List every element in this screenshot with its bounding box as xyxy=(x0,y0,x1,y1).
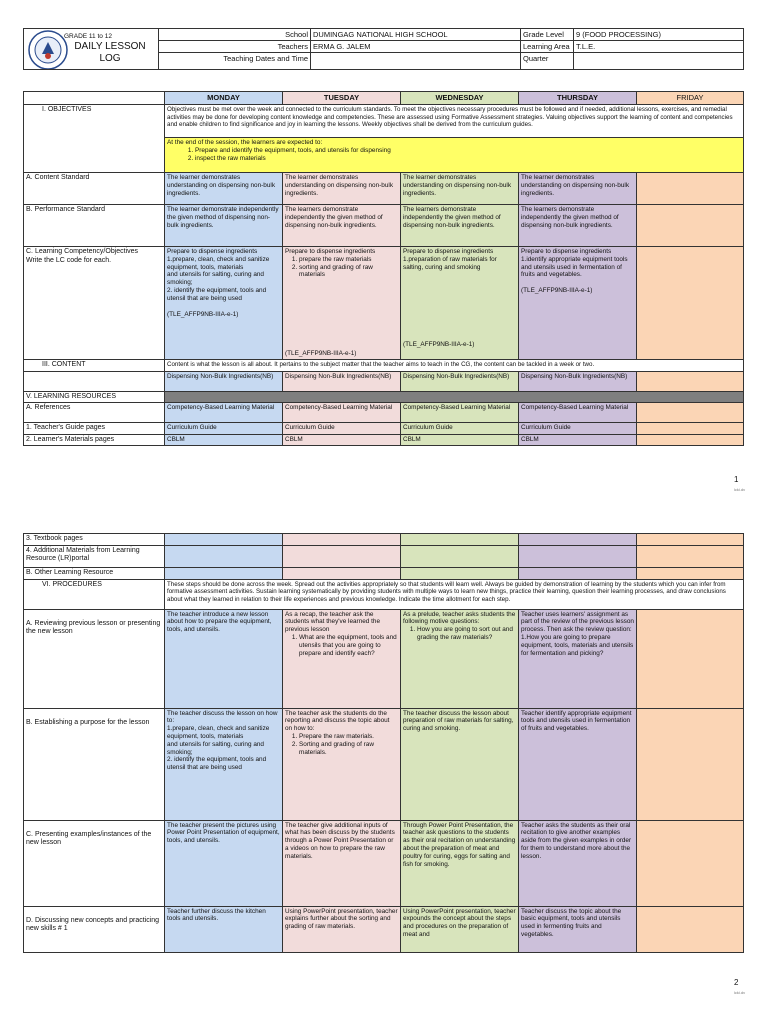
quarter-label: Quarter xyxy=(521,53,574,70)
competency-mon-title: Prepare to dispense ingredients xyxy=(167,248,258,255)
competency-tue-item: 2. sorting and grading of raw materials xyxy=(299,264,398,280)
title-cell xyxy=(24,29,159,70)
purpose-tue xyxy=(283,708,401,820)
content-wed: Dispensing Non-Bulk Ingredients(NB) xyxy=(401,371,519,391)
content-mon: Dispensing Non-Bulk Ingredients(NB) xyxy=(165,371,283,391)
page-footer-2: lcki.dv xyxy=(734,990,746,995)
content-standard-thu: The learner demonstrates understanding on dispensing non-bulk ingredients. xyxy=(519,173,637,205)
tg-mon: Curriculum Guide xyxy=(165,423,283,435)
competency-thu-title: Prepare to dispense ingredients xyxy=(521,248,612,255)
lm-thu: CBLM xyxy=(519,434,637,446)
page-number-2: 2 xyxy=(734,978,739,987)
tg-tue: Curriculum Guide xyxy=(283,423,401,435)
other-resource-label: B. Other Learning Resource xyxy=(24,567,165,579)
lm-mon: CBLM xyxy=(165,434,283,446)
references-tue: Competency-Based Learning Material xyxy=(283,403,401,423)
lesson-table-page1 xyxy=(23,91,744,446)
references-fri xyxy=(637,403,744,423)
procedures-note: These steps should be done across the week. Spread out the activities appropriately so that students will learn well. Always be guided by demonstration of learning by the students which you can infer from formative assessment activities. Sustain learning systematically by providing students with multiple ways to learn new things, practice their learning, question their learning processes, and draw conclusions about what they learned in relation to their life experiences and previous knowledge. Indicate the time allotment for each step. xyxy=(165,579,744,609)
purpose-fri xyxy=(637,708,744,820)
learning-area-label: Learning Area xyxy=(521,41,574,53)
performance-standard-label: B. Performance Standard xyxy=(24,205,165,247)
day-monday: MONDAY xyxy=(165,92,283,105)
teacher-value: ERMA G. JALEM xyxy=(311,41,521,53)
school-label: School xyxy=(159,29,311,41)
review-thu: Teacher uses learners' assignment as part of the review of the previous lesson process. Then ask the review question: 1.How you are going to prepare equipment, tools, materials and utensils for fermentation and picking? xyxy=(519,609,637,708)
review-mon: The teacher introduce a new lesson about how to prepare the equipment, tools, and utensils. xyxy=(165,609,283,708)
references-thu: Competency-Based Learning Material xyxy=(519,403,637,423)
performance-standard-wed: The learners demonstrate independently the given method of dispensing non-bulk ingredients. xyxy=(401,205,519,247)
lesson-table-page2 xyxy=(23,533,744,953)
objectives-label xyxy=(24,105,165,173)
objectives-note: Objectives must be met over the week and connected to the curriculum standards. To meet the objectives necessary procedures must be followed and if needed, additional lessons, exercises, and remedial activities may be done for developing content knowledge and competencies. These are assessed using Formative Assessment strategies. Valuing objectives support the learning of content and competencies and enable children to find significance and joy in learning the lessons. Weekly objectives shall be derived from the curriculum guides. xyxy=(165,105,744,138)
performance-standard-fri xyxy=(637,205,744,247)
content-note: Content is what the lesson is all about. It pertains to the subject matter that the teacher aims to teach in the CG, the content can be tackled in a week or two. xyxy=(165,360,744,372)
concepts-thu: Teacher discuss the topic about the basic equipment, tools and utensils used in fermenting fruits and vegetables. xyxy=(519,906,637,952)
tg-thu: Curriculum Guide xyxy=(519,423,637,435)
concepts-mon: Teacher further discuss the kitchen tools and utensils. xyxy=(165,906,283,952)
review-fri xyxy=(637,609,744,708)
corner-cell xyxy=(24,92,165,105)
review-wed xyxy=(401,609,519,708)
tg-label: 1. Teacher's Guide pages xyxy=(24,423,165,435)
school-value: DUMINGAG NATIONAL HIGH SCHOOL xyxy=(311,29,521,41)
content-standard-wed: The learner demonstrates understanding on dispensing non-bulk ingredients. xyxy=(401,173,519,205)
competency-thu-code: (TLE_AFFP9NB-IIIA-e-1) xyxy=(521,287,593,295)
additional-tue xyxy=(283,545,401,567)
dates-label: Teaching Dates and Time xyxy=(159,53,311,70)
title-line1: DAILY LESSON xyxy=(74,40,146,52)
competency-mon-body: 1.prepare, clean, check and sanitize equipment, tools, materials and utensils for salting, curing and smoking; 2. identify the equipment, tools and utensil that are being used xyxy=(167,255,270,302)
lm-label: 2. Learner's Materials pages xyxy=(24,434,165,446)
purpose-wed: The teacher discuss the lesson about preparation of raw materials for salting, curing and smoking. xyxy=(401,708,519,820)
competency-wed xyxy=(401,247,519,360)
competency-tue-title: Prepare to dispense ingredients xyxy=(285,248,376,255)
review-tue-intro: As a recap, the teacher ask the students what they've learned the previous lesson xyxy=(285,610,381,634)
review-label: A. Reviewing previous lesson or presenting the new lesson xyxy=(24,609,165,708)
competency-tue xyxy=(283,247,401,360)
objective-item: 2. inspect the raw materials xyxy=(195,155,741,163)
dates-value xyxy=(311,53,521,70)
textbook-tue xyxy=(283,534,401,546)
tg-wed: Curriculum Guide xyxy=(401,423,519,435)
learning-resources-bar xyxy=(165,391,744,403)
performance-standard-thu: The learners demonstrate independently the given method of dispensing non-bulk ingredients. xyxy=(519,205,637,247)
competency-label-cell xyxy=(24,247,165,360)
content-standard-label: A. Content Standard xyxy=(24,173,165,205)
grade-level-label: Grade Level xyxy=(521,29,574,41)
examples-mon: The teacher present the pictures using Power Point Presentation of equipment, tools, and utensils. xyxy=(165,820,283,906)
competency-fri xyxy=(637,247,744,360)
content-standard-tue: The learner demonstrates understanding on dispensing non-bulk ingredients. xyxy=(283,173,401,205)
competency-sublabel: Write the LC code for each. xyxy=(26,256,112,264)
additional-mon xyxy=(165,545,283,567)
content-fri xyxy=(637,371,744,391)
purpose-tue-item: 2. Sorting and grading of raw materials. xyxy=(299,741,398,757)
content-standard-mon: The learner demonstrates understanding on dispensing non-bulk ingredients. xyxy=(165,173,283,205)
concepts-label: D. Discussing new concepts and practicing new skills # 1 xyxy=(24,906,165,952)
competency-tue-code: (TLE_AFFP9NB-IIIA-e-1) xyxy=(285,350,357,358)
purpose-tue-intro: The teacher ask the students do the reporting and discuss the topic about on how to: xyxy=(285,709,390,733)
purpose-tue-item: 1. Prepare the raw materials. xyxy=(299,733,398,741)
performance-standard-tue: The learners demonstrate independently the given method of dispensing non-bulk ingredients. xyxy=(283,205,401,247)
textbook-fri xyxy=(637,534,744,546)
examples-label: C. Presenting examples/instances of the new lesson xyxy=(24,820,165,906)
competency-thu-body: 1.identify appropriate equipment tools and utensils used in fermentation of fruits and vegetables. xyxy=(521,255,628,279)
lm-tue: CBLM xyxy=(283,434,401,446)
textbook-thu xyxy=(519,534,637,546)
other-tue xyxy=(283,567,401,579)
examples-thu: Teacher asks the students as their oral recitation to give another examples aside from the given examples in order for them to understand more about the lesson. xyxy=(519,820,637,906)
content-label: III. CONTENT xyxy=(24,360,165,372)
competency-label: C. Learning Competency/Objectives xyxy=(26,248,139,255)
references-label: A. References xyxy=(24,403,165,423)
purpose-label: B. Establishing a purpose for the lesson xyxy=(24,708,165,820)
procedures-label: VI. PROCEDURES xyxy=(24,579,165,609)
learning-resources-label: V. LEARNING RESOURCES xyxy=(24,391,165,403)
day-friday: FRIDAY xyxy=(637,92,744,105)
other-mon xyxy=(165,567,283,579)
competency-mon-code: (TLE_AFFP9NB-IIIA-e-1) xyxy=(167,310,239,318)
concepts-wed: Using PowerPoint presentation, teacher expounds the concept about the steps and procedures on the preparation of meat and xyxy=(401,906,519,952)
day-tuesday: TUESDAY xyxy=(283,92,401,105)
concepts-tue: Using PowerPoint presentation, teacher explains further about the sorting and grading of raw materials. xyxy=(283,906,401,952)
other-thu xyxy=(519,567,637,579)
textbook-wed xyxy=(401,534,519,546)
competency-thu xyxy=(519,247,637,360)
lm-wed: CBLM xyxy=(401,434,519,446)
other-wed xyxy=(401,567,519,579)
content-tue: Dispensing Non-Bulk Ingredients(NB) xyxy=(283,371,401,391)
review-tue-item: 1. What are the equipment, tools and utensils that you are going to prepare and identify each? xyxy=(299,634,398,657)
competency-wed-code: (TLE_AFFP9NB-IIIA-e-1) xyxy=(403,341,475,349)
textbook-mon xyxy=(165,534,283,546)
textbook-label: 3. Textbook pages xyxy=(24,534,165,546)
other-fri xyxy=(637,567,744,579)
additional-label: 4. Additional Materials from Learning Resource (LR)portal xyxy=(24,545,165,567)
purpose-thu: Teacher identify appropriate equipment tools and utensils used in fermentation of fruits and vegetables. xyxy=(519,708,637,820)
objectives-label-text: I. OBJECTIVES xyxy=(42,106,92,113)
examples-fri xyxy=(637,820,744,906)
page-footer-1: lcki.dv xyxy=(734,487,746,492)
teachers-label: Teachers xyxy=(159,41,311,53)
content-empty xyxy=(24,371,165,391)
page-number-1: 1 xyxy=(734,475,739,484)
competency-tue-item: 1. prepare the raw materials xyxy=(299,256,398,264)
header-table xyxy=(23,28,744,70)
objective-item: 1. Prepare and identify the equipment, tools, and utensils for dispensing xyxy=(195,147,741,155)
references-wed: Competency-Based Learning Material xyxy=(401,403,519,423)
examples-tue: The teacher give additional inputs of what has been discuss by the students through a Power Point Presentation or a videos on how to prepare the raw materials. xyxy=(283,820,401,906)
competency-wed-title: Prepare to dispense ingredients xyxy=(403,248,494,255)
competency-mon xyxy=(165,247,283,360)
learning-area-value: T.L.E. xyxy=(574,41,744,53)
competency-wed-body: 1.preparation of raw materials for salting, curing and smoking xyxy=(403,255,497,271)
objectives-intro: At the end of the session, the learners are expected to: xyxy=(167,139,323,146)
review-wed-item: 1. How you are going to sort out and grading the raw materials? xyxy=(417,626,516,642)
grade-level-value: 9 (FOOD PROCESSING) xyxy=(574,29,744,41)
additional-fri xyxy=(637,545,744,567)
performance-standard-mon: The learner demonstrate independently the given method of dispensing non-bulk ingredients. xyxy=(165,205,283,247)
content-thu: Dispensing Non-Bulk Ingredients(NB) xyxy=(519,371,637,391)
tg-fri xyxy=(637,423,744,435)
grade-range: GRADE 11 to 12 xyxy=(64,32,112,40)
examples-wed: Through Power Point Presentation, the teacher ask questions to the students as their oral recitation on understanding about the preparation of meat and poultry for curing, eggs for salting and fish for smoking. xyxy=(401,820,519,906)
content-standard-fri xyxy=(637,173,744,205)
title-line2: LOG xyxy=(99,53,121,65)
day-thursday: THURSDAY xyxy=(519,92,637,105)
concepts-fri xyxy=(637,906,744,952)
day-wednesday: WEDNESDAY xyxy=(401,92,519,105)
references-mon: Competency-Based Learning Material xyxy=(165,403,283,423)
objectives-box xyxy=(165,138,744,173)
additional-thu xyxy=(519,545,637,567)
additional-wed xyxy=(401,545,519,567)
purpose-mon: The teacher discuss the lesson on how to: 1.prepare, clean, check and sanitize equipment, tools, materials and utensils for salting, curing and smoking; 2. identify the equipment, tools and utensil that are being used xyxy=(165,708,283,820)
lm-fri xyxy=(637,434,744,446)
review-wed-intro: As a prelude, teacher asks students the following motive questions: xyxy=(403,610,516,626)
quarter-value xyxy=(574,53,744,70)
review-tue xyxy=(283,609,401,708)
